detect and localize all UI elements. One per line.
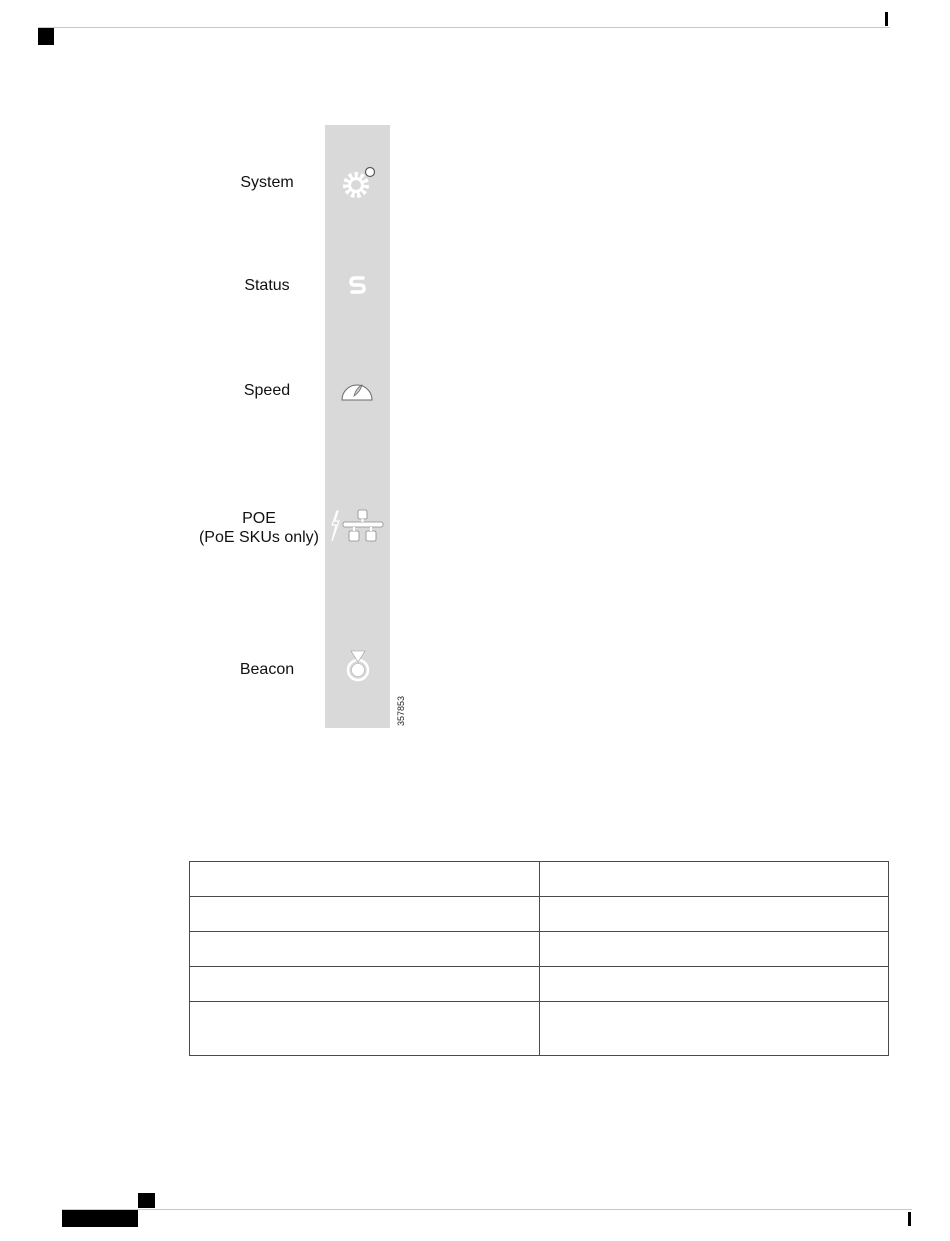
led-label-poe-sublabel: (PoE SKUs only) — [198, 529, 320, 546]
table-row — [190, 862, 889, 897]
table-cell — [540, 932, 889, 967]
figure-id: 357853 — [396, 695, 406, 727]
table-row — [190, 967, 889, 1002]
table-row — [190, 932, 889, 967]
led-label-speed: Speed — [243, 382, 291, 399]
header-tick — [885, 12, 888, 26]
led-label-poe-title: POE — [242, 510, 276, 527]
table-row — [190, 897, 889, 932]
table-cell — [190, 897, 540, 932]
table-cell — [540, 897, 889, 932]
status-s-icon — [348, 274, 368, 296]
footer-marker-square — [138, 1193, 155, 1208]
led-label-system: System — [240, 174, 294, 191]
table-cell — [190, 932, 540, 967]
table-cell — [540, 967, 889, 1002]
led-label-poe — [184, 509, 334, 547]
led-table — [189, 861, 889, 1056]
footer-rule — [62, 1209, 912, 1210]
table-cell — [540, 862, 889, 897]
table-cell — [190, 862, 540, 897]
gear-icon — [342, 165, 378, 199]
led-panel — [325, 125, 390, 728]
header-rule — [38, 27, 890, 28]
speedometer-icon — [340, 376, 374, 402]
beacon-icon — [344, 650, 372, 684]
footer-bar — [62, 1210, 138, 1227]
table-row — [190, 1002, 889, 1056]
table-cell — [540, 1002, 889, 1056]
table-cell — [190, 1002, 540, 1056]
poe-network-icon — [329, 509, 387, 545]
table-cell — [190, 967, 540, 1002]
header-marker — [38, 28, 54, 45]
led-label-status: Status — [244, 277, 290, 294]
led-label-beacon: Beacon — [239, 661, 295, 678]
footer-tick — [908, 1212, 911, 1226]
